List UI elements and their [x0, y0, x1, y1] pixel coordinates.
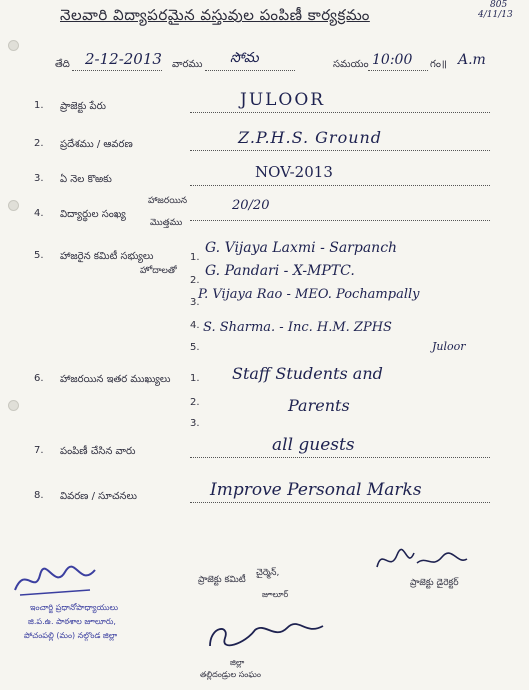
date-label: తేది	[55, 59, 70, 70]
field-number: 2.	[34, 138, 44, 149]
field-number: 8.	[34, 490, 44, 501]
students-present-label: హాజరయిన	[148, 196, 188, 206]
list-item-number: 1.	[190, 252, 200, 263]
list-item-number: 3.	[190, 297, 200, 308]
field-number: 4.	[34, 208, 44, 219]
list-item-number: 3.	[190, 418, 200, 429]
project-name-line	[190, 112, 490, 113]
day-line	[205, 70, 295, 71]
committee-member: Juloor	[432, 340, 466, 353]
chairman-prefix: ప్రాజెక్టు కమిటీ	[198, 575, 246, 585]
month-label: ఏ నెల కొఱకు	[60, 174, 112, 185]
distributor-line	[190, 457, 490, 458]
corner-note-date: 4/11/13	[478, 10, 513, 20]
date-line	[72, 70, 162, 71]
bottom-signature-label: తల్లిదండ్రుల సంఘం	[200, 670, 261, 679]
committee-member: G. Vijaya Laxmi - Sarpanch	[205, 240, 398, 256]
students-total-label: మొత్తము	[150, 218, 183, 228]
field-number: 6.	[34, 373, 44, 384]
committee-member: S. Sharma. - Inc. H.M. ZPHS	[203, 320, 392, 335]
field-number: 7.	[34, 445, 44, 456]
bottom-signature-sub: జిల్లా	[230, 658, 245, 667]
location-line	[190, 150, 490, 151]
bottom-signature	[205, 618, 335, 650]
field-number: 5.	[34, 250, 44, 261]
stamp-line: జి.ప.ఉ. పాఠశాల జూలూరు,	[28, 617, 116, 626]
list-item-number: 2.	[190, 397, 200, 408]
field-number: 1.	[34, 100, 44, 111]
punch-hole	[8, 200, 19, 211]
field-number: 3.	[34, 173, 44, 184]
others-label: హాజరయిన ఇతర ముఖ్యులు	[60, 374, 171, 385]
stamp-line: ఇంచార్జి ప్రధానోపాధ్యాయులు	[30, 603, 118, 612]
date-value: 2-12-2013	[85, 50, 162, 68]
location-value: Z.P.H.S. Ground	[238, 128, 383, 147]
project-name-label: ప్రాజెక్టు పేరు	[60, 101, 106, 112]
director-label: ప్రాజెక్టు డైరెక్టర్	[410, 578, 459, 588]
director-signature	[372, 545, 472, 575]
month-value: NOV-2013	[255, 163, 333, 181]
other-attendee: Parents	[288, 396, 350, 415]
remarks-line	[190, 502, 490, 503]
time-unit-label: గం॥	[430, 59, 447, 70]
list-item-number: 2.	[190, 275, 200, 286]
committee-member: P. Vijaya Rao - MEO. Pochampally	[198, 287, 420, 302]
distributor-value: all guests	[272, 435, 355, 455]
list-item-number: 4.	[190, 320, 200, 331]
month-line	[190, 185, 490, 186]
location-label: ప్రదేశము / ఆవరణ	[60, 139, 133, 150]
time-line	[368, 70, 428, 71]
students-line	[190, 220, 490, 221]
form-title: నెలవారి విద్యాపరమైన వస్తువుల పంపిణీ కార్యక్రమం	[60, 6, 370, 24]
list-item-number: 5.	[190, 342, 200, 353]
committee-member: G. Pandari - X-MPTC.	[205, 263, 355, 279]
committee-label: హాజరైన కమిటీ సభ్యులు	[60, 251, 154, 262]
time-suffix: A.m	[458, 52, 486, 68]
other-attendee: Staff Students and	[232, 364, 383, 383]
committee-sublabel: హోదాలతో	[140, 266, 177, 276]
students-label: విద్యార్థుల సంఖ్య	[60, 209, 126, 220]
remarks-label: వివరణ / సూచనలు	[60, 491, 138, 502]
punch-hole	[8, 400, 19, 411]
time-value: 10:00	[372, 52, 413, 68]
remarks-value: Improve Personal Marks	[210, 480, 422, 500]
corner-note: 805	[490, 0, 508, 10]
day-value: సోమ	[230, 50, 259, 66]
stamp-line: పోచంపల్లి (మం) నల్గొండ జిల్లా	[24, 631, 118, 640]
project-name-value: JULOOR	[240, 90, 326, 110]
day-label: వారము	[172, 59, 203, 70]
chairman-sub: జూలూర్	[262, 590, 289, 599]
punch-hole	[8, 40, 19, 51]
students-value: 20/20	[232, 198, 270, 213]
chairman-label: చైర్మెన్,	[256, 568, 280, 578]
distributor-label: పంపిణీ చేసిన వారు	[60, 446, 136, 457]
time-label: సమయం	[333, 59, 369, 70]
list-item-number: 1.	[190, 373, 200, 384]
stamp-signature	[10, 560, 110, 600]
